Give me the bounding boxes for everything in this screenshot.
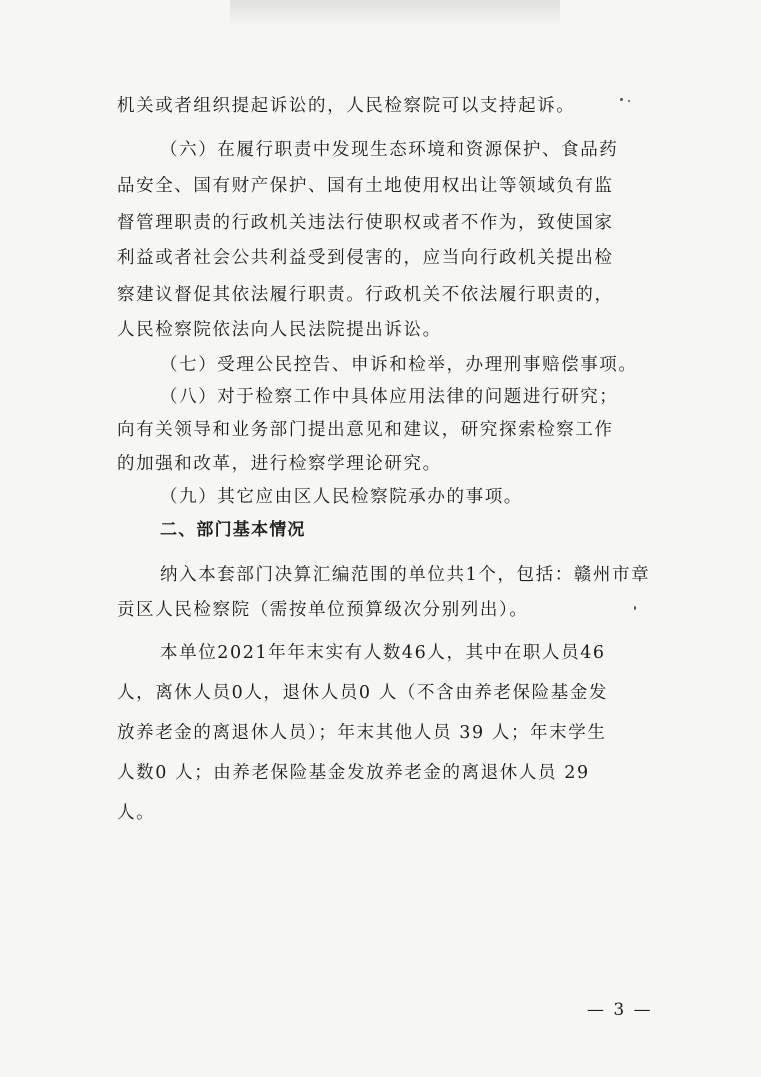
text-line: 向有关领导和业务部门提出意见和建议，研究探索检察工作 — [117, 420, 614, 440]
section-heading: 二、部门基本情况 — [160, 520, 306, 540]
text-line: （八）对于检察工作中具体应用法律的问题进行研究； — [160, 387, 619, 407]
text-line: 贡区人民检察院（需按单位预算级次分别列出）。 — [117, 600, 529, 620]
text-line: 机关或者组织提起诉讼的，人民检察院可以支持起诉。 — [117, 96, 576, 116]
text-line: 督管理职责的行政机关违法行使职权或者不作为，致使国家 — [117, 213, 614, 233]
text-line: （九）其它应由区人民检察院承办的事项。 — [160, 487, 523, 507]
scan-shadow — [230, 0, 560, 26]
text-line: 察建议督促其依法履行职责。行政机关不依法履行职责的， — [117, 285, 614, 305]
text-line: 人。 — [117, 803, 156, 823]
text-line: （七）受理公民控告、申诉和检举，办理刑事赔偿事项。 — [160, 355, 638, 375]
text-line: 品安全、国有财产保护、国有土地使用权出让等领域负有监 — [117, 176, 614, 196]
text-line: 利益或者社会公共利益受到侵害的，应当向行政机关提出检 — [117, 248, 614, 268]
text-line: 放养老金的离退休人员）；年末其他人员 39 人；年末学生 — [117, 723, 607, 743]
text-line: 人数0 人；由养老保险基金发放养老金的离退休人员 29 — [117, 763, 590, 783]
scan-speck — [634, 606, 636, 610]
text-line: 的加强和改革，进行检察学理论研究。 — [117, 454, 442, 474]
scan-speck — [628, 100, 630, 102]
text-line: 本单位2021年年末实有人数46人，其中在职人员46 — [160, 643, 606, 663]
text-line: 纳入本套部门决算汇编范围的单位共1个，包括：赣州市章 — [160, 565, 651, 585]
text-line: 人，离休人员0人，退休人员0 人（不含由养老保险基金发 — [117, 683, 609, 703]
text-line: （六）在履行职责中发现生态环境和资源保护、食品药 — [160, 140, 619, 160]
scan-speck — [620, 98, 623, 101]
page-number: — 3 — — [587, 1000, 653, 1020]
text-line: 人民检察院依法向人民法院提出诉讼。 — [117, 320, 442, 340]
